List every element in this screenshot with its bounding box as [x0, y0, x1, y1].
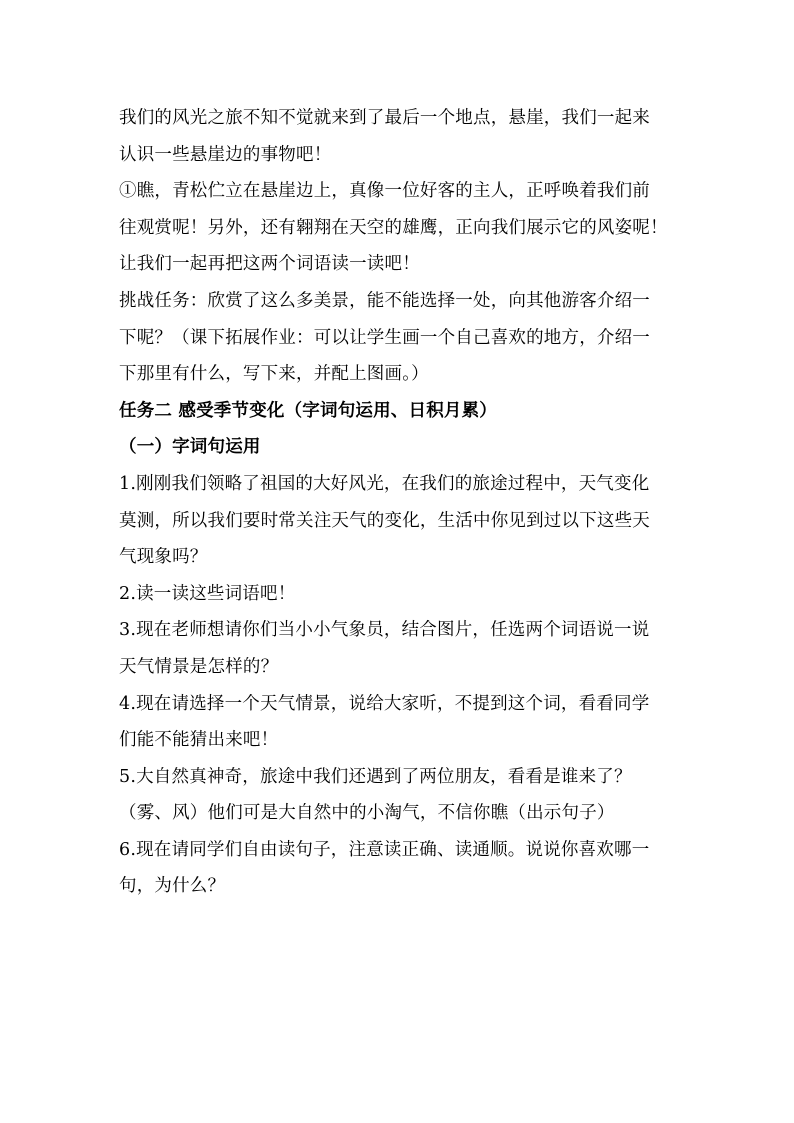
text-line: 我们的风光之旅不知不觉就来到了最后一个地点，悬崖，我们一起来 [119, 108, 650, 128]
text-line: 认识一些悬崖边的事物吧！ [119, 144, 332, 165]
text-line: 6.现在请同学们自由读句子，注意读正确、读通顺。说说你喜欢哪一 [119, 839, 650, 860]
text-line: ①瞧，青松伫立在悬崖边上，真像一位好客的主人，正呼唤着我们前 [119, 181, 650, 202]
heading-line: 任务二 感受季节变化（字词句运用、日积月累） [119, 400, 497, 421]
heading-line: （一）字词句运用 [119, 437, 261, 458]
text-line: （雾、风）他们可是大自然中的小淘气，不信你瞧（出示句子） [119, 803, 615, 824]
list-item-4 [119, 686, 679, 759]
text-line: 莫测，所以我们要时常关注天气的变化，生活中你见到过以下这些天 [119, 510, 650, 531]
paragraph-intro [119, 100, 679, 173]
paragraph-cliff-scene [119, 173, 679, 283]
list-item-3 [119, 612, 679, 685]
text-line: 5.大自然真神奇，旅途中我们还遇到了两位朋友，看看是谁来了？ [119, 766, 632, 787]
document-body [119, 100, 679, 905]
text-line: 下那里有什么，写下来，并配上图画。） [119, 364, 429, 385]
text-line: 1.刚刚我们领略了祖国的大好风光，在我们的旅途过程中，天气变化 [119, 473, 650, 494]
text-line: 下呢？（课下拓展作业：可以让学生画一个自己喜欢的地方，介绍一 [119, 327, 650, 348]
text-line: 天气情景是怎样的？ [119, 656, 279, 677]
section-one-heading [119, 429, 679, 466]
text-line: 气现象吗？ [119, 547, 208, 568]
paragraph-challenge [119, 283, 679, 393]
text-line: 3.现在老师想请你们当小小气象员，结合图片，任选两个词语说一说 [119, 620, 650, 641]
text-line: 让我们一起再把这两个词语读一读吧！ [119, 254, 420, 275]
list-item-2 [119, 576, 679, 613]
text-line: 2.读一读这些词语吧！ [119, 583, 296, 604]
task-two-heading [119, 393, 679, 430]
text-line: 句，为什么？ [119, 876, 226, 897]
text-line: 4.现在请选择一个天气情景，说给大家听，不提到这个词，看看同学 [119, 693, 650, 714]
text-line: 们能不能猜出来吧！ [119, 730, 279, 751]
text-line: 往观赏呢！另外，还有翱翔在天空的雄鹰，正向我们展示它的风姿呢！ [119, 217, 668, 238]
list-item-5 [119, 759, 679, 832]
text-line: 挑战任务：欣赏了这么多美景，能不能选择一处，向其他游客介绍一 [119, 290, 650, 311]
list-item-6 [119, 832, 679, 905]
list-item-1 [119, 466, 679, 576]
